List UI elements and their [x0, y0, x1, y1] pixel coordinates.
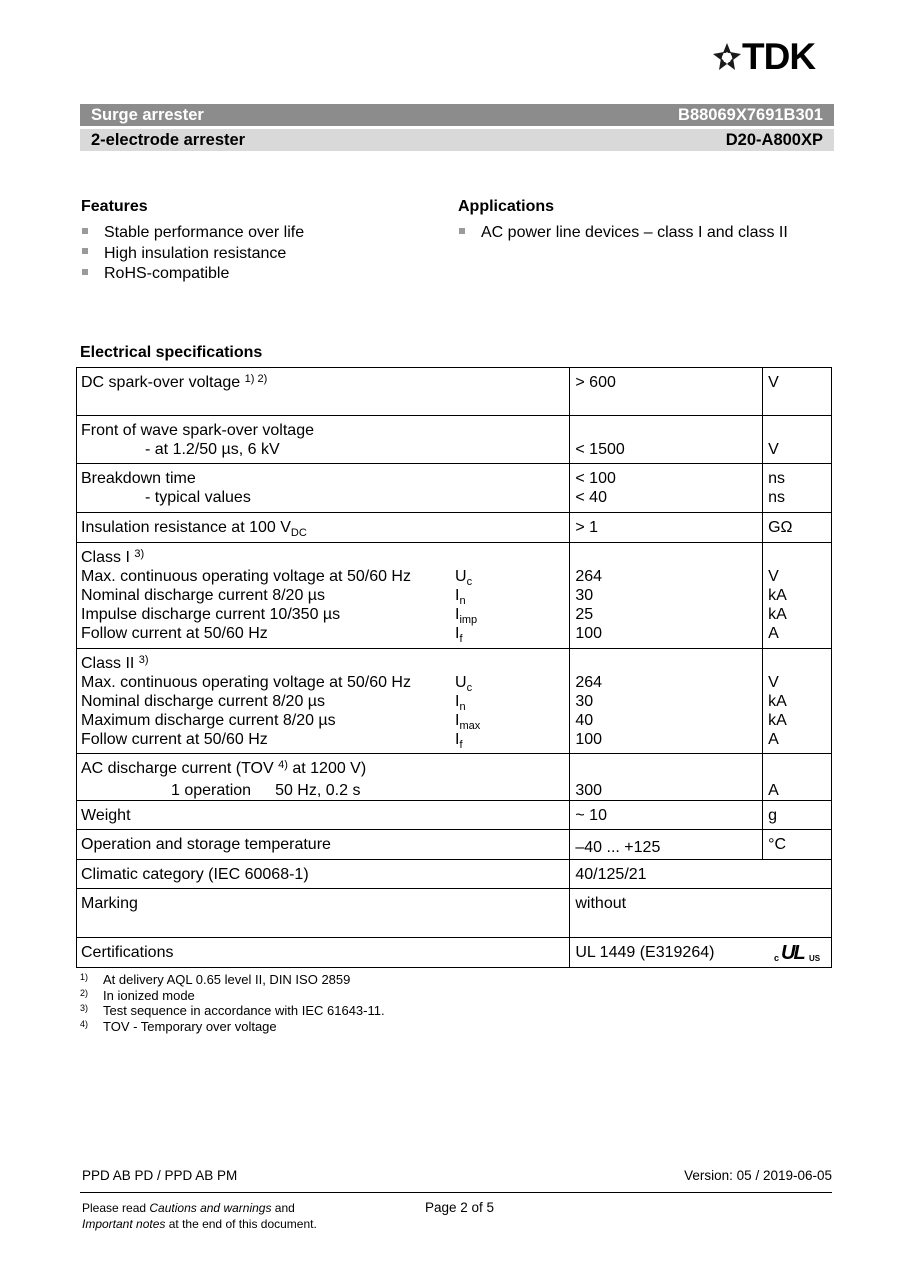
footnote: 1) At delivery AQL 0.65 level II, DIN ISO 2859	[80, 972, 351, 987]
important-notes-link: Important notes	[82, 1217, 166, 1231]
footer-department: PPD AB PD / PPD AB PM	[82, 1168, 238, 1183]
table-row: DC spark-over voltage $^{1) 2)}$ > 600 V	[77, 368, 832, 416]
brand-name: TDK	[742, 36, 816, 77]
table-row: Class I $^{3)}$ Max. continuous operating voltage at 50/60 Hz $U_c$ Nominal discharge current 8/20 µs $I_n$ Impulse discharge current 10/350 µs $I_{imp}$ Follow current at 50/60 Hz $I_f$ 264 30 25 100 V kA kA A	[77, 543, 832, 649]
list-item: AC power line devices – class I and class II	[459, 223, 829, 244]
specs-title: Electrical specifications	[80, 344, 263, 361]
applications-title: Applications	[458, 198, 555, 215]
page-number: Page 2 of 5	[425, 1200, 495, 1215]
table-row: Front of wave spark-over voltage - at 1.2/50 µs, 6 kV < 1500 V	[77, 416, 832, 464]
list-item: High insulation resistance	[82, 244, 422, 265]
header-bar-secondary	[80, 129, 834, 151]
footnotes	[80, 972, 385, 1034]
list-item: RoHS-compatible	[82, 264, 422, 285]
bullet-square-icon	[82, 269, 88, 275]
table-row: Marking without	[77, 889, 832, 938]
list-item: Stable performance over life	[82, 223, 422, 244]
tdk-logo	[712, 36, 836, 77]
header-bar-primary	[80, 104, 834, 126]
table-row: Climatic category (IEC 60068-1) 40/125/21	[77, 860, 832, 889]
table-row: AC discharge current (TOV $^{4)}$ at 1200 V) 1 operation 50 Hz, 0.2 s 300 A	[77, 754, 832, 801]
footer-note: Please read Cautions and warnings and Important notes at the end of this document.	[82, 1201, 317, 1231]
cul-us-listed-icon	[773, 941, 825, 963]
electrical-specs-table	[76, 367, 832, 968]
tdk-star-icon	[712, 42, 742, 72]
features-title: Features	[81, 198, 148, 215]
svg-text:UL: UL	[781, 942, 804, 963]
product-type: Surge arrester	[91, 106, 204, 124]
bullet-square-icon	[82, 248, 88, 254]
table-row: Class II $^{3)}$ Max. continuous operating voltage at 50/60 Hz $U_c$ Nominal discharge current 8/20 µs $I_n$ Maximum discharge current 8/20 µs $I_{max}$ Follow current at 50/60 Hz $I_f$ 264 30 40 100 V kA kA A	[77, 649, 832, 754]
svg-text:US: US	[809, 954, 821, 963]
table-row: Insulation resistance at 100 $V_{DC}$ > 1 GΩ	[77, 513, 832, 543]
product-subtitle: 2-electrode arrester	[91, 131, 246, 149]
features-list	[82, 223, 422, 285]
part-number: B88069X7691B301	[678, 106, 823, 124]
footnote: 2) In ionized mode	[80, 987, 195, 1003]
table-row: Weight ~ 10 g	[77, 801, 832, 830]
cautions-link: Cautions and warnings	[149, 1201, 272, 1215]
footer-divider	[80, 1192, 832, 1193]
bullet-square-icon	[82, 228, 88, 234]
table-row: Certifications UL 1449 (E319264) c UL US	[77, 938, 832, 968]
applications-list	[459, 223, 829, 244]
bullet-square-icon	[459, 228, 465, 234]
table-row: Operation and storage temperature –40 ... +125 °C	[77, 830, 832, 860]
table-row: Breakdown time - typical values < 100 < 40 ns ns	[77, 464, 832, 513]
footer-version: Version: 05 / 2019-06-05	[684, 1168, 832, 1183]
svg-text:c: c	[774, 953, 780, 963]
footnote: 4) TOV - Temporary over voltage	[80, 1018, 277, 1034]
model-number: D20-A800XP	[725, 131, 823, 149]
footnote: 3) Test sequence in accordance with IEC 61643-11.	[80, 1003, 385, 1018]
